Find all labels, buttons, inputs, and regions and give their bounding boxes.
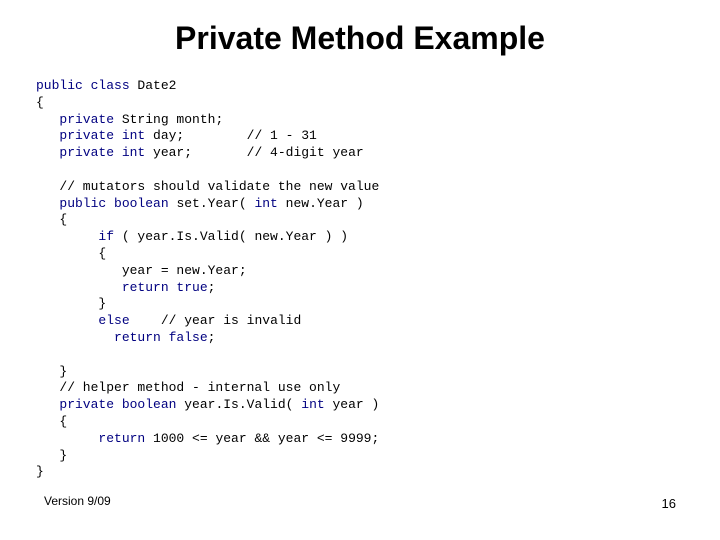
code-keyword: else <box>98 313 130 329</box>
code-text: year ) <box>332 397 380 413</box>
code-keyword: private <box>36 111 122 127</box>
code-text <box>36 313 98 328</box>
code-text <box>36 229 98 244</box>
code-text: // helper method - internal use only <box>36 380 341 396</box>
code-keyword: return false <box>114 329 208 345</box>
code-text: // year is invalid <box>129 313 302 329</box>
code-text: // mutators should validate the new value <box>36 178 380 194</box>
code-text: } <box>36 296 107 312</box>
code-text <box>36 431 98 446</box>
code-text: } <box>36 447 68 463</box>
code-line <box>36 162 379 179</box>
code-text: ; <box>207 279 216 295</box>
code-text: { <box>36 94 44 110</box>
code-keyword: private int <box>36 128 154 144</box>
code-line <box>36 448 379 465</box>
code-line <box>36 78 379 95</box>
code-line <box>36 212 379 229</box>
code-line <box>36 112 379 129</box>
code-line <box>36 397 379 414</box>
code-keyword: private int <box>36 145 154 161</box>
code-text: } <box>36 363 68 379</box>
code-text: { <box>36 245 107 261</box>
code-text: { <box>36 413 68 429</box>
code-keyword: return <box>98 430 154 446</box>
code-line <box>36 464 379 481</box>
code-keyword: int <box>254 195 286 211</box>
code-line <box>36 280 379 297</box>
code-line <box>36 313 379 330</box>
code-line <box>36 414 379 431</box>
code-keyword: public class <box>36 78 138 93</box>
page-number: 16 <box>661 496 676 511</box>
code-line <box>36 196 379 213</box>
code-line <box>36 296 379 313</box>
code-line <box>36 263 379 280</box>
slide-title: Private Method Example <box>175 20 545 56</box>
code-keyword: return true <box>121 279 208 295</box>
code-text: 1000 <= year && year <= 9999; <box>153 430 380 446</box>
code-text: new.Year ) <box>285 195 364 211</box>
code-line <box>36 128 379 145</box>
code-text: String month; <box>121 111 224 127</box>
code-text: { <box>36 212 68 228</box>
code-text: } <box>36 464 44 480</box>
code-text: day; // 1 - 31 <box>153 128 317 144</box>
code-line <box>36 179 379 196</box>
code-text: Date2 <box>137 78 177 93</box>
code-line <box>36 347 379 364</box>
code-line <box>36 431 379 448</box>
code-text: year.Is.Valid( <box>184 397 302 413</box>
code-text <box>36 330 114 345</box>
code-line <box>36 246 379 263</box>
footer-version: Version 9/09 <box>44 494 111 508</box>
code-keyword: if <box>98 229 122 245</box>
code-line <box>36 145 379 162</box>
code-line <box>36 364 379 381</box>
code-keyword: private boolean <box>36 397 185 413</box>
code-text <box>36 280 122 295</box>
code-line <box>36 330 379 347</box>
code-keyword: public boolean <box>36 195 177 211</box>
code-text: year; // 4-digit year <box>153 145 364 161</box>
code-block <box>36 78 379 481</box>
code-line <box>36 95 379 112</box>
code-text: ( year.Is.Valid( new.Year ) ) <box>121 229 349 245</box>
code-text: ; <box>207 329 216 345</box>
code-keyword: int <box>301 397 333 413</box>
code-line <box>36 229 379 246</box>
code-line <box>36 380 379 397</box>
code-text: year = new.Year; <box>36 262 247 278</box>
code-text: set.Year( <box>176 195 255 211</box>
